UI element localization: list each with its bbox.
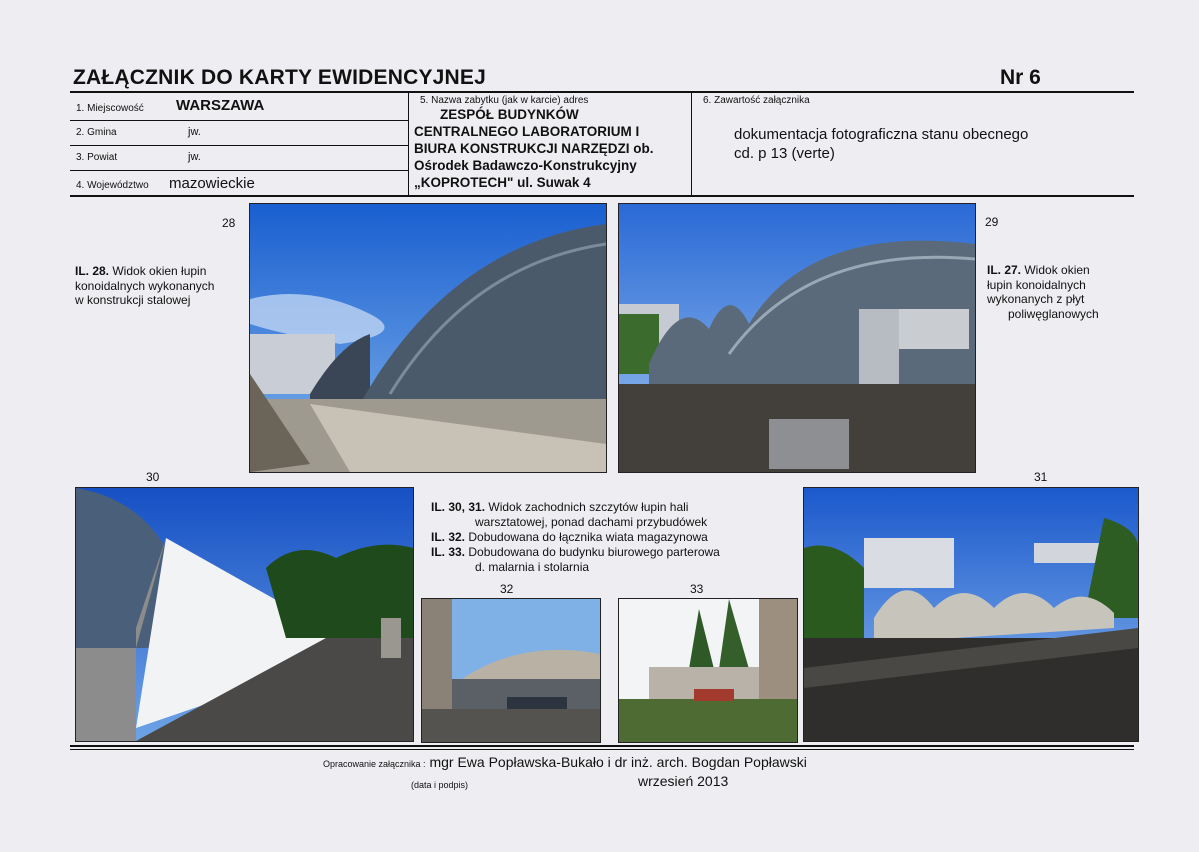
field-5-line-3: BIURA KONSTRUKCJI NARZĘDZI ob. bbox=[414, 141, 654, 156]
photo-number-31: 31 bbox=[1034, 470, 1048, 484]
caption-27-line-3: wykonanych z płyt bbox=[987, 292, 1085, 306]
field-5-line-1: ZESPÓŁ BUDYNKÓW bbox=[440, 107, 579, 122]
photo-32 bbox=[421, 598, 601, 743]
caption-28-line-2: konoidalnych wykonanych bbox=[75, 278, 215, 293]
caption-28 bbox=[75, 264, 214, 308]
caption-28-number: IL. 28. bbox=[75, 264, 110, 278]
photo-number-29: 29 bbox=[985, 215, 999, 229]
photo-31 bbox=[803, 487, 1139, 742]
row-rule-1 bbox=[70, 120, 408, 121]
caption-30-number: IL. 30, 31. bbox=[431, 500, 486, 514]
photo-33 bbox=[618, 598, 798, 743]
field-4-value: mazowieckie bbox=[169, 175, 255, 192]
field-5-label: 5. Nazwa zabytku (jak w karcie) adres bbox=[420, 95, 589, 106]
footer-date-label: (data i podpis) bbox=[411, 780, 469, 790]
document-title: ZAŁĄCZNIK DO KARTY EWIDENCYJNEJ bbox=[73, 66, 487, 89]
field-2-label: 2. Gmina bbox=[76, 127, 117, 138]
photo-number-28: 28 bbox=[222, 216, 236, 230]
row-rule-3 bbox=[70, 170, 408, 171]
caption-32-number: IL. 32. bbox=[431, 530, 466, 544]
footer-prepared-by bbox=[323, 754, 807, 772]
caption-33-number: IL. 33. bbox=[431, 545, 466, 559]
field-6-line-2: cd. p 13 (verte) bbox=[734, 145, 835, 162]
caption-32-line-1: Dobudowana do łącznika wiata magazynowa bbox=[465, 530, 708, 544]
footer-prep-value: mgr Ewa Popławska-Bukało i dr inż. arch. Bogdan Popławski bbox=[425, 754, 807, 770]
document-number: Nr 6 bbox=[1000, 66, 1041, 89]
bottom-rule-1 bbox=[70, 745, 1134, 747]
row-rule-2 bbox=[70, 145, 408, 146]
form-bottom-rule bbox=[70, 195, 1134, 197]
bottom-rule-2 bbox=[70, 749, 1134, 750]
photo-28 bbox=[249, 203, 607, 473]
caption-30-line-2: warsztatowej, ponad dachami przybudówek bbox=[475, 515, 708, 529]
field-5-line-4: Ośrodek Badawczo-Konstrukcyjny bbox=[414, 158, 637, 173]
divider-right bbox=[691, 92, 692, 196]
field-5-line-5: „KOPROTECH" ul. Suwak 4 bbox=[414, 175, 591, 190]
caption-27-line-1: Widok okien bbox=[1021, 263, 1090, 277]
top-rule bbox=[70, 91, 1134, 93]
caption-27 bbox=[987, 263, 1099, 321]
divider-left bbox=[408, 92, 409, 196]
photo-number-32: 32 bbox=[500, 582, 514, 596]
footer-prep-label: Opracowanie załącznika : bbox=[323, 759, 426, 769]
caption-27-number: IL. 27. bbox=[987, 263, 1022, 277]
field-3-value: jw. bbox=[188, 151, 201, 163]
field-4-label: 4. Województwo bbox=[76, 180, 149, 191]
field-6-line-1: dokumentacja fotograficzna stanu obecnego bbox=[734, 126, 1029, 143]
caption-30-33 bbox=[431, 500, 720, 575]
field-6-label: 6. Zawartość załącznika bbox=[703, 95, 810, 106]
photo-number-30: 30 bbox=[146, 470, 160, 484]
caption-33-line-2: d. malarnia i stolarnia bbox=[475, 560, 590, 574]
photo-30 bbox=[75, 487, 414, 742]
caption-30-line-1: Widok zachodnich szczytów łupin hali bbox=[485, 500, 689, 514]
field-3-label: 3. Powiat bbox=[76, 152, 118, 163]
footer-date-value: wrzesień 2013 bbox=[638, 773, 729, 789]
field-1-label: 1. Miejscowość bbox=[76, 103, 144, 114]
field-1-value: WARSZAWA bbox=[176, 97, 265, 114]
field-2-value: jw. bbox=[188, 126, 201, 138]
caption-27-line-2: łupin konoidalnych bbox=[987, 277, 1086, 292]
photo-number-33: 33 bbox=[690, 582, 704, 596]
field-5-line-2: CENTRALNEGO LABORATORIUM I bbox=[414, 124, 640, 139]
caption-33-line-1: Dobudowana do budynku biurowego parterowa bbox=[465, 545, 720, 559]
caption-27-line-4: poliwęglanowych bbox=[1008, 306, 1099, 321]
photo-29 bbox=[618, 203, 976, 473]
caption-28-line-3: w konstrukcji stalowej bbox=[75, 293, 191, 307]
caption-28-line-1: Widok okien łupin bbox=[109, 264, 207, 278]
